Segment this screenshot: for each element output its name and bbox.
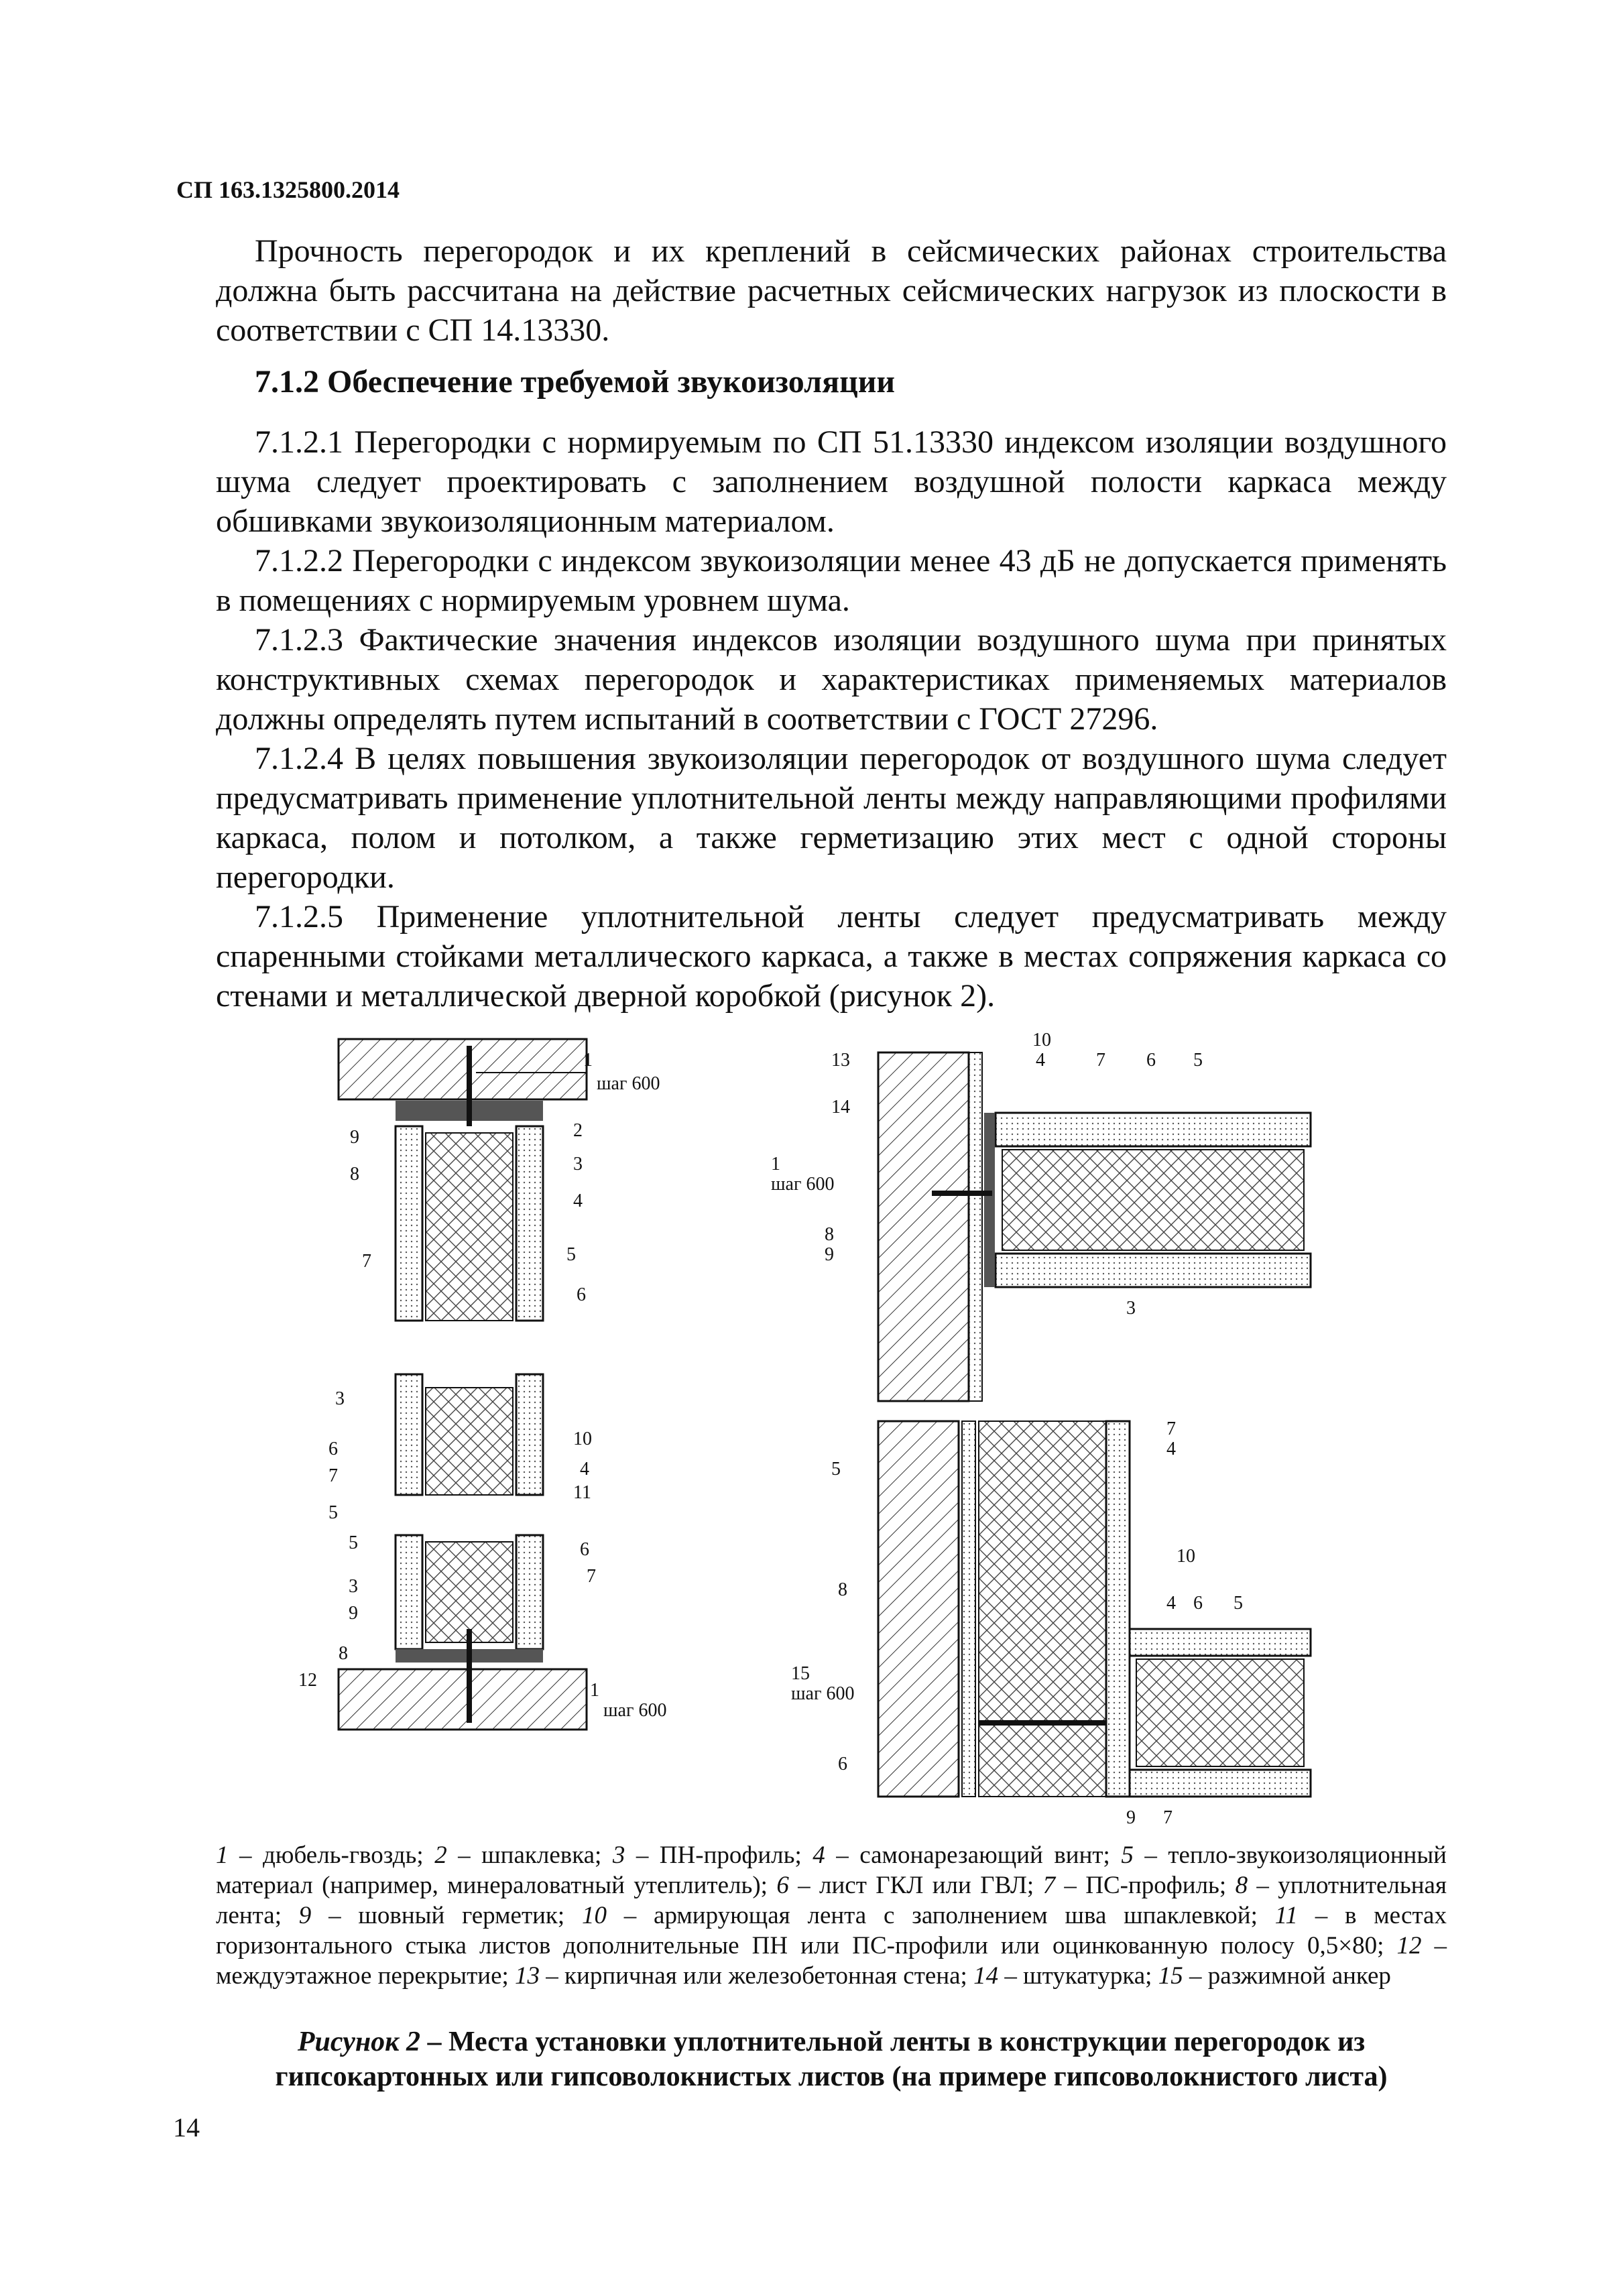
label-15: 15 (791, 1663, 810, 1684)
legend-item: 10 – армирующая лента с заполнением шва шпаклевкой; (581, 1902, 1275, 1929)
label-7: 7 (1096, 1050, 1105, 1071)
clause-7-1-2-2: 7.1.2.2 Перегородки с индексом звукоизоляции менее 43 дБ не допускается применять в помещениях с нормируемым уровнем шума. (216, 543, 1447, 618)
label-3: 3 (349, 1576, 358, 1597)
board-left (396, 1126, 422, 1321)
wall-lining-junction-detail (791, 1418, 1311, 1828)
label-step: шаг 600 (603, 1700, 667, 1721)
label-3: 3 (335, 1388, 345, 1409)
horizontal-joint-detail (328, 1374, 592, 1523)
clause-7-1-2-4: 7.1.2.4 В целях повышения звукоизоляции перегородок от воздушного шума следует предусматривать применение уплотнительной ленты между направляющими профилями каркаса, полом и потолком, а также герметизацию этих мест с одной стороны перегородки. (216, 741, 1447, 895)
label-10: 10 (1177, 1546, 1195, 1567)
wall-junction-detail (771, 1030, 1311, 1401)
label-5: 5 (328, 1502, 338, 1523)
label-12: 12 (298, 1670, 317, 1691)
figure-legend (216, 1840, 1447, 1991)
label-9: 9 (349, 1603, 358, 1624)
label-8: 8 (339, 1643, 348, 1664)
floor-junction-detail (298, 1532, 666, 1730)
label-4: 4 (580, 1459, 589, 1479)
label-5: 5 (349, 1532, 358, 1553)
section-title: 7.1.2 Обеспечение требуемой звукоизоляции (255, 364, 896, 400)
floor-slab (339, 1669, 587, 1730)
legend-item: 15 – разжимной анкер (1158, 1962, 1391, 1990)
page-number: 14 (173, 2112, 200, 2142)
legend-item: 12 – междуэтажное перекрытие; (216, 1932, 1447, 1990)
seismic-paragraph: Прочность перегородок и их креплений в сейсмических районах строительства должна быть рассчитана на действие расчетных сейсмических нагрузок из плоскости в соответствии с СП 14.13330. (216, 233, 1447, 348)
legend-item: 6 – лист ГКЛ или ГВЛ; (776, 1872, 1043, 1899)
label-6: 6 (577, 1284, 586, 1305)
label-5: 5 (831, 1459, 841, 1479)
label-8: 8 (838, 1579, 847, 1600)
figure-caption-prefix: Рисунок 2 (297, 2027, 420, 2057)
label-7: 7 (328, 1465, 338, 1486)
legend-item: 5 – тепло-звукоизоляционный материал (например, минераловатный утеплитель); (216, 1841, 1447, 1899)
partition-sealing-figure (298, 1026, 1341, 1830)
clauses-block (216, 422, 1447, 1016)
label-6: 6 (1146, 1050, 1156, 1071)
document-code: СП 163.1325800.2014 (176, 176, 400, 203)
label-10: 10 (1032, 1030, 1051, 1050)
label-5: 5 (1193, 1050, 1203, 1071)
label-6: 6 (580, 1539, 589, 1560)
label-13: 13 (831, 1050, 850, 1071)
label-1: 1 (590, 1680, 599, 1701)
label-7: 7 (1163, 1807, 1173, 1828)
legend-item: 14 – штукатурка; (973, 1962, 1158, 1990)
board-right (516, 1126, 543, 1321)
clause-7-1-2-3: 7.1.2.3 Фактические значения индексов изоляции воздушного шума при принятых конструктивных схемах перегородок и характеристиках применяемых материалов должны определять путем испытаний в соответствии с ГОСТ 27296. (216, 622, 1447, 737)
label-4: 4 (1036, 1050, 1045, 1071)
label-3: 3 (573, 1154, 583, 1174)
label-4: 4 (573, 1191, 583, 1211)
label-8: 8 (825, 1224, 834, 1245)
label-5: 5 (566, 1244, 576, 1265)
label-14: 14 (831, 1097, 850, 1117)
plaster (969, 1052, 982, 1401)
label-2: 2 (573, 1120, 583, 1141)
label-6: 6 (838, 1754, 847, 1774)
ceiling-slab (339, 1039, 587, 1099)
clause-7-1-2-5: 7.1.2.5 Применение уплотнительной ленты следует предусматривать между спаренными стойками металлического каркаса, а также в местах сопряжения каркаса со стенами и металлической дверной коробкой (рисунок 2). (216, 899, 1447, 1014)
legend-item: 2 – шпаклевка; (434, 1841, 613, 1869)
legend-item: 11 – в местах горизонтального стыка листов дополнительные ПН или ПС-профили или оцинкованную полосу 0,5×80; (216, 1902, 1447, 1959)
legend-item: 13 – кирпичная или железобетонная стена; (515, 1962, 974, 1990)
label-4: 4 (1166, 1439, 1176, 1459)
figure-caption-text: – Места установки уплотнительной ленты в конструкции перегородок из гипсокартонных или гипсоволокнистых листов (на примере гипсоволокнистого листа) (275, 2027, 1388, 2092)
label-11: 11 (573, 1482, 591, 1503)
label-9: 9 (825, 1244, 834, 1265)
label-6: 6 (328, 1439, 338, 1459)
ceiling-junction-detail (339, 1039, 660, 1321)
legend-item: 9 – шовный герметик; (298, 1902, 582, 1929)
label-3: 3 (1126, 1298, 1136, 1319)
figure-caption (201, 2025, 1461, 2094)
label-5: 5 (1234, 1593, 1243, 1614)
label-9: 9 (1126, 1807, 1136, 1828)
label-7: 7 (587, 1566, 596, 1587)
legend-item: 3 – ПН-профиль; (612, 1841, 813, 1869)
label-step: шаг 600 (771, 1174, 835, 1195)
legend-item: 8 – уплотнительная лента; (216, 1872, 1447, 1929)
label-1: 1 (583, 1050, 593, 1071)
label-4: 4 (1166, 1593, 1176, 1614)
label-1: 1 (771, 1154, 780, 1174)
label-6: 6 (1193, 1593, 1203, 1614)
legend-item: 1 – дюбель-гвоздь; (216, 1841, 435, 1869)
seismic-paragraph-block (216, 231, 1447, 350)
masonry-wall (878, 1052, 969, 1401)
label-7: 7 (1166, 1418, 1176, 1439)
label-step: шаг 600 (597, 1073, 660, 1094)
label-9: 9 (350, 1127, 359, 1148)
clause-7-1-2-1: 7.1.2.1 Перегородки с нормируемым по СП 51.13330 индексом изоляции воздушного шума следует проектировать с заполнением воздушной полости каркаса между обшивками звукоизоляционным материалом. (216, 424, 1447, 539)
legend-item: 7 – ПС-профиль; (1042, 1872, 1236, 1899)
label-step: шаг 600 (791, 1683, 855, 1704)
label-10: 10 (573, 1429, 592, 1449)
insulation (426, 1133, 513, 1321)
label-8: 8 (350, 1164, 359, 1185)
label-7: 7 (362, 1251, 371, 1272)
legend-item: 4 – самонарезающий винт; (813, 1841, 1122, 1869)
